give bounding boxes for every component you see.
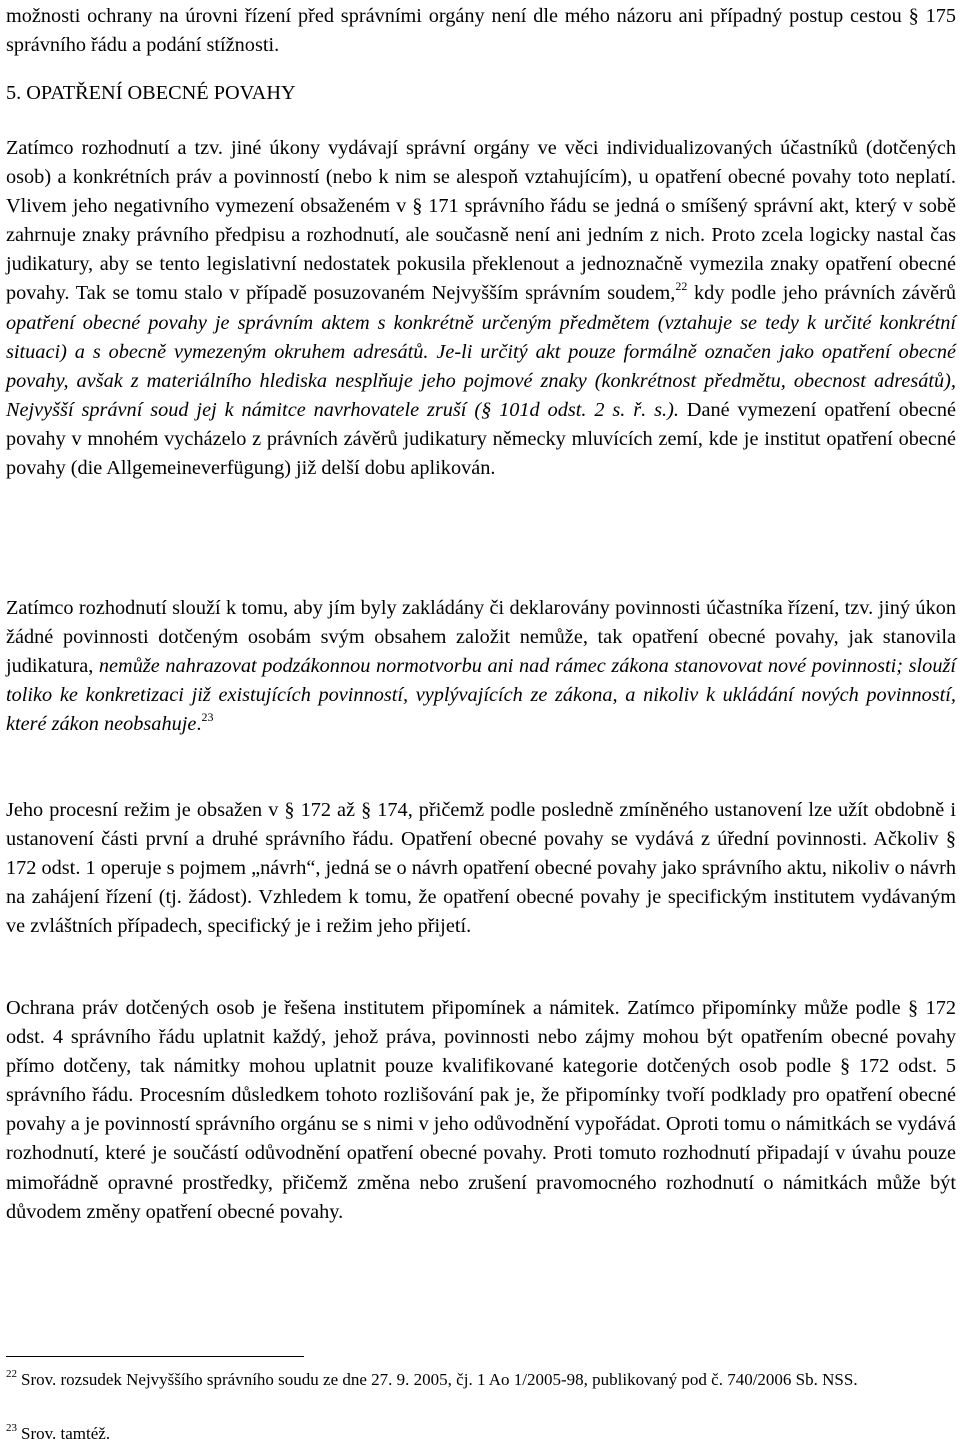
- p2-quote: nemůže nahrazovat podzákonnou normotvorbu ani nad rámec zákona stanovovat nové povinnosti; slouží toliko ke konkretizaci již existujících povinností, vyplývajících ze zákona, a nikoliv k ukládání nových povinností, které zákon neobsahuje: [6, 655, 956, 736]
- footnote-text: Srov. tamtéž.: [21, 1424, 111, 1443]
- paragraph-protection: Ochrana práv dotčených osob je řešena institutem připomínek a námitek. Zatímco připomínky může podle § 172 odst. 4 správního řádu uplatnit každý, jehož práva, povinnosti nebo zájmy mohou být opatřením obecné povahy přímo dotčeny, tak námitky mohou uplatnit pouze kvalifikované kategorie dotčených osob podle § 172 odst. 5 správního řádu. Procesním důsledkem tohoto rozlišování pak je, že připomínky tvoří podklady pro opatření obecné povahy a je povinností správního orgánu se s nimi v jeho odůvodnění vypořádat. Oproti tomu o námitkách se vydává rozhodnutí, které je součástí odůvodnění opatření obecné povahy. Proti tomuto rozhodnutí připadají v úvahu pouze mimořádně opravné prostředky, přičemž změna nebo zrušení pravomocného rozhodnutí o námitkách může být důvodem změny opatření obecné povahy.: [6, 997, 956, 1223]
- p1-text-d: Dané vymezení opatření obecné povahy v mnohém vycházelo z právních závěrů judikatury německy mluvících zemí, kde je institut opatření obecné povahy (die Allgemeineverfügung) již delší dobu aplikován.: [6, 398, 956, 480]
- section-heading: 5. OPATŘENÍ OBECNÉ POVAHY: [6, 82, 296, 104]
- paragraph-definition: [6, 134, 956, 483]
- paragraph-comparison: [6, 594, 956, 739]
- paragraph-procedure: Jeho procesní režim je obsažen v § 172 až § 174, přičemž podle posledně zmíněného ustanovení lze užít obdobně i ustanovení části první a druhé správního řádu. Opatření obecné povahy se vydává z úřední povinnosti. Ačkoliv § 172 odst. 1 operuje s pojmem „návrh“, jedná se o návrh opatření obecné povahy jako správního aktu, nikoliv o návrh na zahájení řízení (tj. žádost). Vzhledem k tomu, že opatření obecné povahy je specifickým institutem vydávaným ve zvláštních případech, specifický je i režim jeho přijetí.: [6, 799, 956, 938]
- lead-paragraph: možnosti ochrany na úrovni řízení před správními orgány není dle mého názoru ani případný postup cestou § 175 správního řádu a podání stížnosti.: [6, 5, 956, 57]
- footnote-text: Srov. rozsudek Nejvyššího správního soudu ze dne 27. 9. 2005, čj. 1 Ao 1/2005-98, publikovaný pod č. 740/2006 Sb. NSS.: [21, 1370, 858, 1389]
- p2-text-c: .: [196, 713, 202, 736]
- footnote-number: 23: [6, 1422, 17, 1435]
- p1-text-a: Zatímco rozhodnutí a tzv. jiné úkony vydávají správní orgány ve věci individualizovaných účastníků (dotčených osob) a konkrétních práv a povinností (nebo k nim se alespoň vztahujícím), u opatření obecné povahy toto neplatí. Vlivem jeho negativního vymezení obsaženém v § 171 správního řádu se jedná o smíšený správní akt, který v sobě zahrnuje znaky právního předpisu a rozhodnutí, ale současně není ani jedním z nich. Proto zcela logicky nastal čas judikatury, aby se tento legislativní nedostatek pokusila překlenout a jednoznačně vymezila znaky opatření obecné povahy. Tak se tomu stalo v případě posuzovaném Nejvyšším správním soudem,: [6, 137, 956, 305]
- p1-quote: opatření obecné povahy je správním aktem s konkrétně určeným předmětem (vztahuje se tedy k určité konkrétní situaci) a s obecně vymezeným okruhem adresátů. Je-li určitý akt pouze formálně označen jako opatření obecné povahy, avšak z materiálního hlediska nesplňuje jeho pojmové znaky (konkrétnost předmětu, obecnost adresátů), Nejvyšší správní soud jej k námitce navrhovatele zruší (§ 101d odst. 2 s. ř. s.).: [6, 311, 956, 421]
- footnote-22: [6, 1368, 956, 1392]
- p1-text-b: kdy podle jeho právních závěrů: [687, 282, 956, 305]
- footnote-23: [6, 1422, 956, 1446]
- footnote-ref-22[interactable]: 22: [675, 278, 688, 293]
- footnote-separator: [6, 1356, 304, 1357]
- footnote-ref-23[interactable]: 23: [201, 709, 214, 724]
- footnote-number: 22: [6, 1368, 17, 1381]
- p2-text-a: Zatímco rozhodnutí slouží k tomu, aby jím byly zakládány či deklarovány povinnosti účastníka řízení, tzv. jiný úkon žádné povinnosti dotčeným osobám svým obsahem založit nemůže, tak opatření obecné povahy, jak stanovila judikatura,: [6, 597, 956, 678]
